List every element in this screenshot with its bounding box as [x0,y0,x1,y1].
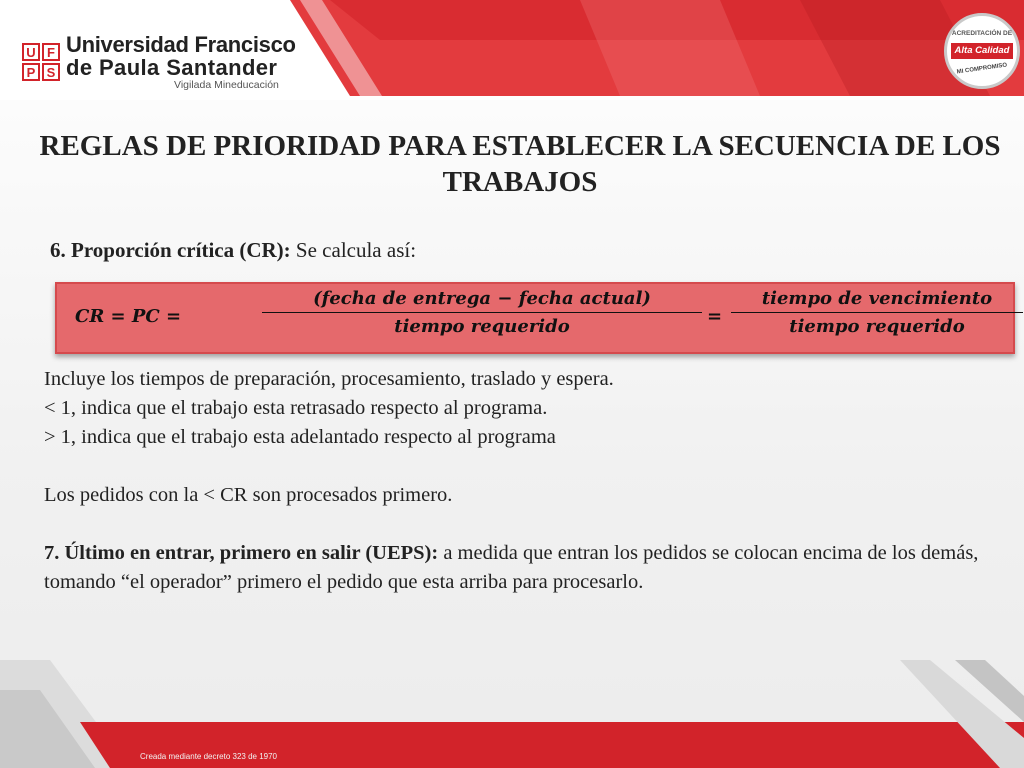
vigilada-tagline: Vigilada Mineducación [174,79,279,91]
university-name-line2: de Paula Santander [66,55,278,80]
ufps-logo-mark [22,43,60,81]
formula-fraction-1 [262,288,702,337]
seal-top-text: ACREDITACIÓN DE [951,30,1013,37]
logo-letter: F [42,43,60,61]
body-line: < 1, indica que el trabajo esta retrasado respecto al programa. [44,397,548,419]
body-line: Los pedidos con la < CR son procesados primero. [44,484,453,506]
critical-ratio-formula [55,282,1015,354]
accreditation-seal [944,13,1020,89]
fraction-1-denominator: 𝒕𝒊𝒆𝒎𝒑𝒐 𝒓𝒆𝒒𝒖𝒆𝒓𝒊𝒅𝒐 [394,316,570,337]
slide-body [44,365,1004,597]
body-line: Incluye los tiempos de preparación, procesamiento, traslado y espera. [44,368,614,390]
rule-6-text: Se calcula así: [290,238,417,262]
fraction-2-denominator: 𝒕𝒊𝒆𝒎𝒑𝒐 𝒓𝒆𝒒𝒖𝒆𝒓𝒊𝒅𝒐 [789,316,965,337]
logo-letter: S [42,63,60,81]
seal-bottom-text: MI COMPROMISO [956,62,1008,76]
formula-fraction-2 [731,288,1023,337]
logo-letter: U [22,43,40,61]
rule-7-text: a medida que entran los pedidos se colocan encima de los demás, tomando “el operador” primero el pedido que esta arriba para procesarlo. [44,542,979,593]
formula-equals: = [707,306,723,327]
rule-7-label: 7. Último en entrar, primero en salir (UEPS): [44,542,439,564]
university-logo [22,33,296,91]
rule-6-heading [50,238,416,263]
rule-6-label: 6. Proporción crítica (CR): [50,238,291,262]
slide-title: REGLAS DE PRIORIDAD PARA ESTABLECER LA SECUENCIA DE LOS TRABAJOS [39,130,1001,198]
logo-letter: P [22,63,40,81]
fraction-1-numerator: (𝒇𝒆𝒄𝒉𝒂 𝒅𝒆 𝒆𝒏𝒕𝒓𝒆𝒈𝒂 − 𝒇𝒆𝒄𝒉𝒂 𝒂𝒄𝒕𝒖𝒂𝒍) [313,288,651,309]
body-line: > 1, indica que el trabajo esta adelantado respecto al programa [44,426,556,448]
seal-main-text: Alta Calidad [951,43,1013,59]
formula-lhs: 𝑪𝑹 = 𝑷𝑪 = [75,306,182,327]
fraction-2-numerator: 𝒕𝒊𝒆𝒎𝒑𝒐 𝒅𝒆 𝒗𝒆𝒏𝒄𝒊𝒎𝒊𝒆𝒏𝒕𝒐 [761,288,993,309]
footer-decree-text: Creada mediante decreto 323 de 1970 [140,752,277,761]
university-name-line1: Universidad Francisco [66,32,296,57]
fraction-bar [262,312,702,313]
rule-7-paragraph [44,539,1004,597]
fraction-bar [731,312,1023,313]
